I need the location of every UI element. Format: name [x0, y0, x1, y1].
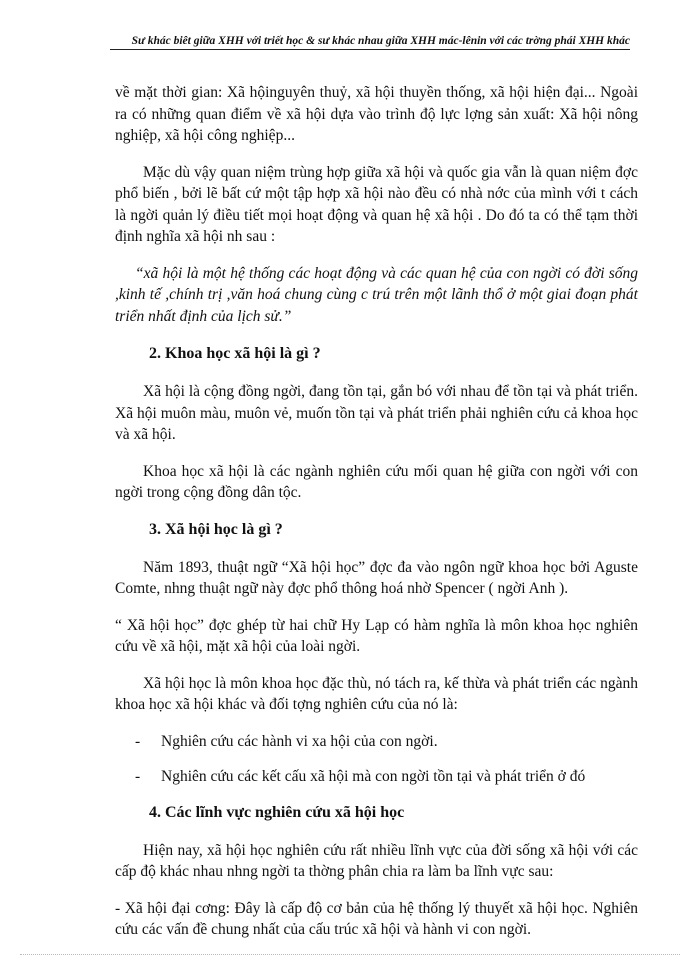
- page-bottom-divider: [20, 954, 680, 955]
- list-item-text: Nghiên cứu các hành vi xa hội của con ngời.: [161, 732, 438, 750]
- paragraph-social-science-def: Khoa học xã hội là các ngành nghiên cứu mối quan hệ giữa con ngời với con ngời trong cộng đồng dân tộc.: [115, 462, 638, 501]
- heading-research-fields: 4. Các lĩnh vực nghiên cứu xã hội học: [149, 803, 405, 821]
- paragraph-1893: Năm 1893, thuật ngữ “Xã hội học” đợc đa vào ngôn ngữ khoa học bởi Aguste Comte, nhng thuật ngữ này đợc phổ thông hoá nhờ Spencer ( ngời Anh ).: [115, 558, 638, 597]
- list-item: [115, 731, 638, 753]
- running-header: Sư khác biêt giữa XHH với triết học & sư khác nhau giữa XHH mác-lênin với các trờng phái XHH khác: [110, 35, 630, 50]
- paragraph-time-types: về mặt thời gian: Xã hộinguyên thuỷ, xã hội thuyền thống, xã hội hiện đại... Ngoài ra có những quan điểm về xã hội dựa vào trình độ lực lợng sản xuất: Xã hội nông nghiệp, xã hội công nghiệp...: [115, 84, 638, 144]
- society-definition-quote: “xã hội là một hệ thống các hoạt động và các quan hệ của con ngời có đời sống ,kinh tế ,chính trị ,văn hoá chung cùng c trú trên một lãnh thổ ở một giai đoạn phát triển nhất định của lịch sử.”: [115, 264, 638, 325]
- document-body: [115, 82, 638, 956]
- paragraph-state-society: Mặc dù vậy quan niệm trùng hợp giữa xã hội và quốc gia vẫn là quan niệm đợc phổ biến , bởi lẽ bất cứ một tập hợp xã hội nào đều có nhà nớc của mình với t cách là ngời quản lý điều tiết mọi hoạt động và quan hệ xã hội . Do đó ta có thể tạm thời định nghĩa xã hội nh sau :: [115, 163, 638, 245]
- list-marker: -: [135, 732, 141, 750]
- heading-social-science: 2. Khoa học xã hội là gì ?: [149, 345, 321, 362]
- heading-sociology: 3. Xã hội học là gì ?: [149, 520, 283, 538]
- list-marker: -: [135, 768, 141, 785]
- paragraph-special-science: Xã hội học là môn khoa học đặc thù, nó tách ra, kế thừa và phát triển các ngành khoa học xã hội khác và đối tợng nghiên cứu của nó là:: [115, 674, 638, 713]
- list-item: [115, 766, 638, 788]
- list-item-text: Nghiên cứu các kết cấu xã hội mà con ngời tồn tại và phát triển ở đó: [161, 768, 586, 785]
- paragraph-general-sociology: - Xã hội đại cơng: Đây là cấp độ cơ bản của hệ thống lý thuyết xã hội học. Nghiên cứu các vấn đề chung nhất của cấu trúc xã hội và hành vi con ngời.: [115, 899, 638, 938]
- paragraph-greek-origin: “ Xã hội học” đợc ghép từ hai chữ Hy Lạp có hàm nghĩa là môn khoa học nghiên cứu về xã hội, mặt xã hội của loài ngời.: [115, 616, 638, 655]
- paragraph-community: Xã hội là cộng đồng ngời, đang tồn tại, gắn bó với nhau để tồn tại và phát triển. Xã hội muôn màu, muôn vẻ, muốn tồn tại và phát triển phải nghiên cứu cả khoa học và xã hội.: [115, 383, 638, 443]
- paragraph-current-fields: Hiện nay, xã hội học nghiên cứu rất nhiều lĩnh vực của đời sống xã hội với các cấp độ khác nhau nhng ngời ta thờng phân chia ra làm ba lĩnh vực sau:: [115, 841, 638, 880]
